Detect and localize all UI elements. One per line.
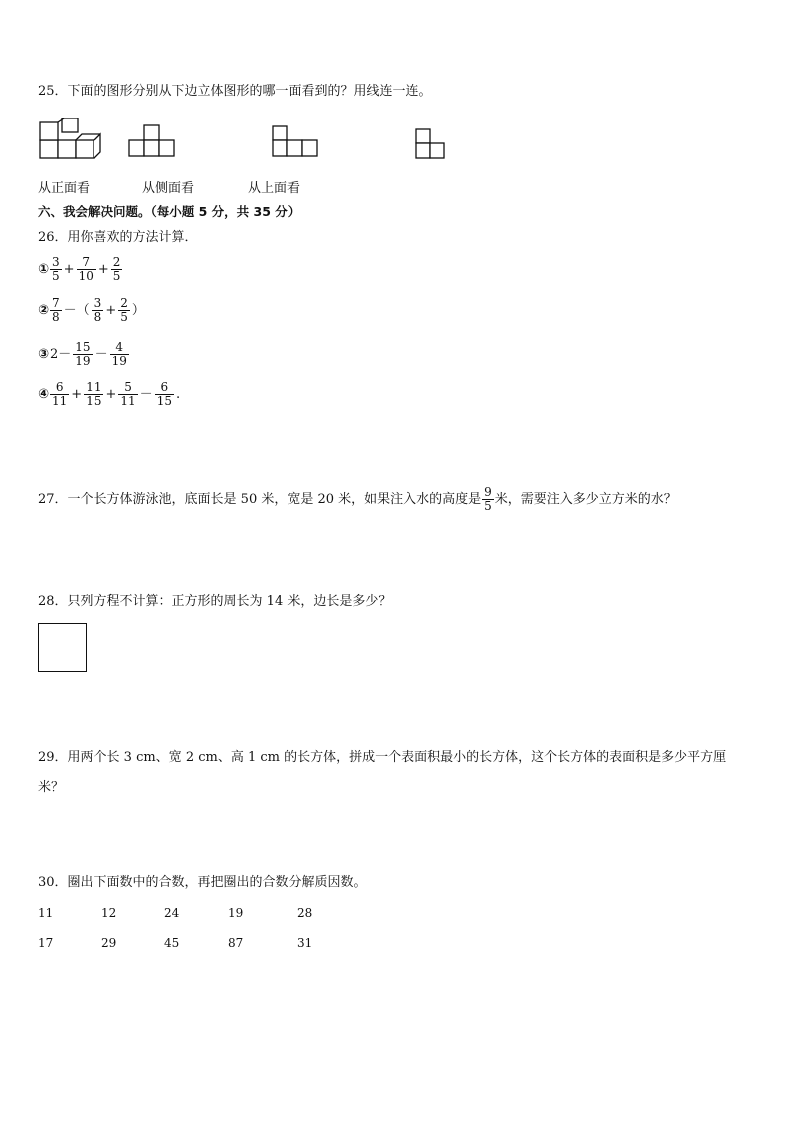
number-cell: 31 — [297, 936, 313, 950]
fraction — [50, 381, 69, 408]
fraction — [118, 381, 137, 408]
fraction-numerator: 3 — [93, 296, 102, 310]
operator: + — [63, 261, 75, 277]
number-cell: 87 — [228, 936, 244, 950]
fraction-denominator: 11 — [120, 394, 136, 408]
fraction-numerator: 2 — [120, 296, 128, 310]
fraction — [50, 297, 62, 324]
fraction-numerator: 4 — [115, 340, 124, 354]
fraction — [77, 256, 96, 283]
number-cell: 11 — [38, 906, 54, 920]
fraction-denominator: 5 — [112, 269, 121, 283]
q30-text: 30．圈出下面数中的合数，再把圈出的合数分解质因数。 — [38, 875, 367, 890]
fraction-denominator: 5 — [52, 269, 60, 283]
fraction-denominator: 15 — [86, 394, 102, 408]
q26-item-1 — [38, 256, 123, 283]
fraction-numerator: 11 — [86, 380, 102, 394]
q29-line-1: 29．用两个长 3 cm、宽 2 cm、高 1 cm 的长方体，拼成一个表面积最小的长方体，这个长方体的表面积是多少平方厘 — [38, 750, 727, 765]
solid-figure — [40, 118, 100, 158]
number-cell: 24 — [164, 906, 180, 920]
fraction-numerator: 5 — [124, 380, 132, 394]
number-cell: 29 — [101, 936, 117, 950]
fraction — [84, 381, 103, 408]
operator: + — [105, 302, 117, 318]
operator: － — [139, 386, 153, 402]
q27-fraction — [482, 486, 494, 513]
operator: 2－ — [50, 346, 72, 362]
fraction-numerator: 15 — [75, 340, 91, 354]
fraction-denominator: 11 — [52, 394, 68, 408]
fraction — [155, 381, 174, 408]
fraction-denominator: 19 — [75, 354, 91, 368]
fraction-numerator: 6 — [55, 380, 64, 394]
item-marker: ② — [38, 302, 50, 318]
fraction-denominator: 8 — [52, 310, 60, 324]
item-marker: ③ — [38, 346, 50, 362]
operator: ） — [131, 302, 145, 318]
operator: + — [97, 261, 109, 277]
fraction — [50, 256, 62, 283]
q27-after: 米，需要注入多少立方米的水？ — [494, 492, 677, 507]
label-top-view: 从上面看 — [248, 181, 301, 196]
q27-text — [38, 486, 677, 513]
fraction — [110, 341, 129, 368]
fraction-numerator: 7 — [82, 255, 91, 269]
q27-frac-denominator: 5 — [484, 499, 492, 513]
number-cell: 45 — [164, 936, 180, 950]
q29-line-2: 米？ — [38, 780, 65, 795]
operator: － — [94, 346, 108, 362]
view-shape-3 — [416, 129, 444, 158]
q25-text: 25．下面的图形分别从下边立体图形的哪一面看到的？用线连一连。 — [38, 84, 432, 99]
number-cell: 19 — [228, 906, 244, 920]
fraction-denominator: 15 — [156, 394, 172, 408]
q26-item-2 — [38, 297, 146, 324]
label-front-view: 从正面看 — [38, 181, 91, 196]
operator: + — [71, 386, 83, 402]
fraction-denominator: 10 — [78, 269, 94, 283]
view-shape-1 — [129, 125, 174, 156]
operator: + — [105, 386, 117, 402]
q28-text: 28．只列方程不计算：正方形的周长为 14 米，边长是多少？ — [38, 594, 392, 609]
square-figure — [38, 623, 87, 672]
label-side-view: 从侧面看 — [142, 181, 195, 196]
fraction-numerator: 7 — [52, 296, 60, 310]
operator: －（ — [63, 302, 90, 318]
q26-item-3 — [38, 341, 130, 368]
number-cell: 12 — [101, 906, 117, 920]
number-cell: 28 — [297, 906, 313, 920]
item-marker: ① — [38, 261, 50, 277]
fraction-denominator: 19 — [111, 354, 127, 368]
operator: . — [175, 386, 181, 402]
fraction-denominator: 5 — [120, 310, 128, 324]
fraction-numerator: 3 — [52, 255, 60, 269]
item-marker: ④ — [38, 386, 50, 402]
fraction — [118, 297, 130, 324]
q27-before: 27．一个长方体游泳池，底面长是 50 米，宽是 20 米，如果注入水的高度是 — [38, 492, 482, 507]
number-cell: 17 — [38, 936, 54, 950]
view-shape-2 — [273, 126, 317, 156]
q25-figures — [36, 118, 466, 164]
fraction — [92, 297, 104, 324]
fraction — [111, 256, 123, 283]
fraction-numerator: 6 — [160, 380, 169, 394]
section-6-title: 六、我会解决问题。（每小题 5 分，共 35 分） — [38, 204, 301, 219]
q26-item-4 — [38, 381, 181, 408]
fraction-numerator: 2 — [112, 255, 121, 269]
fraction-denominator: 8 — [93, 310, 102, 324]
q26-text: 26．用你喜欢的方法计算． — [38, 230, 198, 245]
q27-frac-numerator: 9 — [484, 485, 492, 499]
fraction — [73, 341, 92, 368]
